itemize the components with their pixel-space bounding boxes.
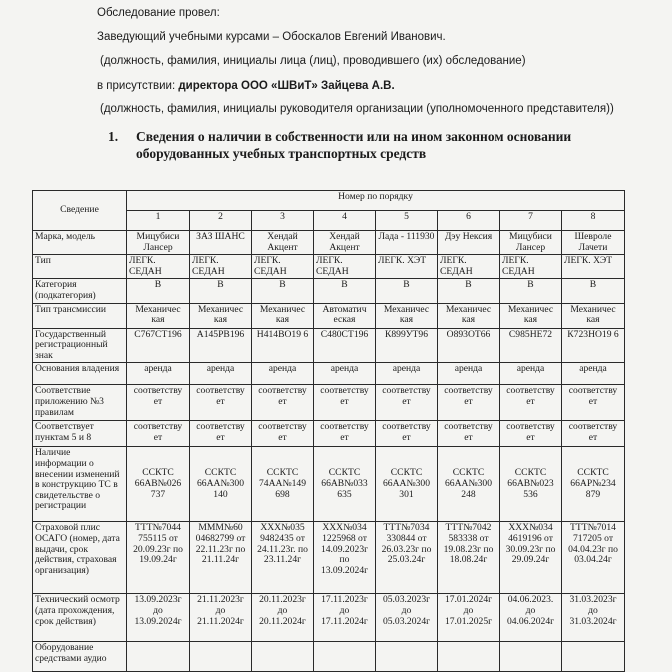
table-cell: 31.03.2023г до 31.03.2024г — [562, 594, 625, 642]
table-cell — [438, 642, 500, 672]
table-cell: аренда — [190, 363, 252, 385]
header-line-3: (должность, фамилия, инициалы лица (лиц), проводившего (их) обследование) — [100, 55, 526, 67]
header-line-4 — [97, 80, 395, 92]
table-cell: ЛЕГК. СЕДАН — [252, 255, 314, 279]
row-label: Основания владения — [33, 363, 127, 385]
table-row-audio — [33, 642, 625, 672]
table-cell: С985НЕ72 — [500, 328, 562, 363]
table-cell — [562, 642, 625, 672]
table-cell: соответству ет — [252, 385, 314, 421]
table-cell: аренда — [562, 363, 625, 385]
table-row-ownership — [33, 363, 625, 385]
table-cell: ССКТС 66АА№300 140 — [190, 447, 252, 522]
table-row-make-model — [33, 231, 625, 255]
section-title-line-1: Сведения о наличии в собственности или на ином законном основании — [136, 129, 572, 144]
row-label: Марка, модель — [33, 231, 127, 255]
table-cell: О893ОТ66 — [438, 328, 500, 363]
table-row-category — [33, 279, 625, 303]
table-cell: соответству ет — [438, 421, 500, 447]
table-cell: ХХХ№035 9482435 от 24.11.23г. по 23.11.24г — [252, 522, 314, 594]
table-cell: ЛЕГК. СЕДАН — [190, 255, 252, 279]
table-cell: В — [190, 279, 252, 303]
table-cell: А145РВ196 — [190, 328, 252, 363]
table-cell: соответству ет — [562, 385, 625, 421]
table-cell: Механичес кая — [190, 303, 252, 328]
table-cell: Шевроле Лачети — [562, 231, 625, 255]
table-cell: ССКТС 66АВ№033 635 — [314, 447, 376, 522]
table-cell: соответству ет — [127, 385, 190, 421]
table-cell: ТТТ№7042 583338 от 19.08.23г по 18.08.24г — [438, 522, 500, 594]
row-label: Соответствие приложению №3 правилам — [33, 385, 127, 421]
table-cell: аренда — [376, 363, 438, 385]
table-cell: соответству ет — [314, 421, 376, 447]
header-line-2: Заведующий учебными курсами – Обоскалов Евгений Иванович. — [97, 31, 446, 43]
table-cell: соответству ет — [252, 421, 314, 447]
table-cell: В — [438, 279, 500, 303]
table-row-modifications — [33, 447, 625, 522]
presence-person: директора ООО «ШВиТ» Зайцева А.В. — [178, 80, 395, 92]
table-cell — [127, 642, 190, 672]
table-cell: Хендай Акцент — [314, 231, 376, 255]
table-row-plate — [33, 328, 625, 363]
table-cell: С480СТ196 — [314, 328, 376, 363]
row-label: Государственный регистрационный знак — [33, 328, 127, 363]
table-cell: аренда — [252, 363, 314, 385]
table-cell: Н414ВО19 6 — [252, 328, 314, 363]
row-label: Наличие информации о внесении изменений в конструкцию ТС в свидетельстве о регистрации — [33, 447, 127, 522]
table-cell: аренда — [314, 363, 376, 385]
table-cell: 21.11.2023г до 21.11.2024г — [190, 594, 252, 642]
table-cell — [500, 642, 562, 672]
table-cell: 13.09.2023г до 13.09.2024г — [127, 594, 190, 642]
table-cell: соответству ет — [190, 385, 252, 421]
table-cell: ЗАЗ ШАНС — [190, 231, 252, 255]
table-cell: Механичес кая — [438, 303, 500, 328]
table-cell: 17.01.2024г до 17.01.2025г — [438, 594, 500, 642]
table-cell: Автоматич еская — [314, 303, 376, 328]
table-cell: С767СТ196 — [127, 328, 190, 363]
table-row-insurance — [33, 522, 625, 594]
table-cell: ССКТС 66АА№300 301 — [376, 447, 438, 522]
table-cell: ТТТ№7014 717205 от 04.04.23г по 03.04.24г — [562, 522, 625, 594]
table-cell: Механичес кая — [562, 303, 625, 328]
table-cell: К723НО19 6 — [562, 328, 625, 363]
section-title-line-2: оборудованных учебных транспортных средств — [136, 146, 427, 161]
table-cell: соответству ет — [500, 385, 562, 421]
table-cell: ЛЕГК. СЕДАН — [314, 255, 376, 279]
table-cell: Лада - 111930 — [376, 231, 438, 255]
table-cell: ССКТС 66АВ№023 536 — [500, 447, 562, 522]
table-cell: В — [562, 279, 625, 303]
table-cell — [190, 642, 252, 672]
header-line-1: Обследование провел: — [97, 7, 220, 19]
table-cell: Мицубиси Лансер — [127, 231, 190, 255]
table-cell: ТТТ№7044 755115 от 20.09.23г по 19.09.24г — [127, 522, 190, 594]
vehicle-number: 1 — [127, 211, 190, 231]
table-cell: 17.11.2023г до 17.11.2024г — [314, 594, 376, 642]
table-row-clauses — [33, 421, 625, 447]
table-cell — [314, 642, 376, 672]
table-cell: В — [500, 279, 562, 303]
row-label: Тип трансмиссии — [33, 303, 127, 328]
table-cell: Механичес кая — [252, 303, 314, 328]
table-cell: ЛЕГК. СЕДАН — [500, 255, 562, 279]
table-cell: ССКТС 66АА№300 248 — [438, 447, 500, 522]
table-cell: Мицубиси Лансер — [500, 231, 562, 255]
table-cell: соответству ет — [438, 385, 500, 421]
table-cell: Механичес кая — [127, 303, 190, 328]
row-label: Технический осмотр (дата прохождения, срок действия) — [33, 594, 127, 642]
vehicle-number: 6 — [438, 211, 500, 231]
vehicle-number: 2 — [190, 211, 252, 231]
table-cell: 20.11.2023г до 20.11.2024г — [252, 594, 314, 642]
table-cell: ЛЕГК. ХЭТ — [376, 255, 438, 279]
table-cell — [376, 642, 438, 672]
row-label: Страховой плис ОСАГО (номер, дата выдачи, срок действия, страховая организация) — [33, 522, 127, 594]
column-header-attribute: Сведение — [33, 191, 127, 231]
table-cell: ХХХ№034 4619196 от 30.09.23г по 29.09.24г — [500, 522, 562, 594]
table-cell: соответству ет — [127, 421, 190, 447]
table-cell: 04.06.2023. до 04.06.2024г — [500, 594, 562, 642]
table-cell: соответству ет — [500, 421, 562, 447]
table-row-inspection — [33, 594, 625, 642]
table-cell: аренда — [127, 363, 190, 385]
table-row-type — [33, 255, 625, 279]
column-header-order: Номер по порядку — [127, 191, 625, 211]
table-cell: соответству ет — [562, 421, 625, 447]
section-number: 1. — [108, 129, 119, 144]
row-label: Соответствует пунктам 5 и 8 — [33, 421, 127, 447]
vehicle-number: 3 — [252, 211, 314, 231]
table-cell: аренда — [500, 363, 562, 385]
table-cell: Механичес кая — [376, 303, 438, 328]
table-cell: аренда — [438, 363, 500, 385]
vehicles-table — [32, 190, 625, 672]
vehicle-number: 4 — [314, 211, 376, 231]
header-line-5: (должность, фамилия, инициалы руководителя организации (уполномоченного представителя)) — [100, 103, 614, 115]
table-cell: ССКТС 74АА№149 698 — [252, 447, 314, 522]
table-cell: ЛЕГК. СЕДАН — [438, 255, 500, 279]
presence-prefix: в присутствии: — [97, 80, 179, 92]
table-cell: соответству ет — [314, 385, 376, 421]
table-cell: 05.03.2023г до 05.03.2024г — [376, 594, 438, 642]
table-cell: ТТТ№7034 330844 от 26.03.23г по 25.03.24г — [376, 522, 438, 594]
table-cell: В — [127, 279, 190, 303]
table-cell: соответству ет — [190, 421, 252, 447]
table-cell — [252, 642, 314, 672]
table-cell: соответству ет — [376, 421, 438, 447]
table-cell: В — [252, 279, 314, 303]
row-label: Категория (подкатегория) — [33, 279, 127, 303]
vehicle-number: 5 — [376, 211, 438, 231]
table-cell: ССКТС 66АВ№026 737 — [127, 447, 190, 522]
table-cell: Механичес кая — [500, 303, 562, 328]
table-cell: ССКТС 66АР№234 879 — [562, 447, 625, 522]
table-cell: В — [376, 279, 438, 303]
table-cell: К899УТ96 — [376, 328, 438, 363]
table-cell: Дэу Нексия — [438, 231, 500, 255]
row-label: Тип — [33, 255, 127, 279]
row-label: Оборудование средствами аудио — [33, 642, 127, 672]
table-cell: ЛЕГК. ХЭТ — [562, 255, 625, 279]
table-cell: ЛЕГК. СЕДАН — [127, 255, 190, 279]
table-cell: ХХХ№034 1225968 от 14.09.2023г по 13.09.2024г — [314, 522, 376, 594]
table-cell: Хендай Акцент — [252, 231, 314, 255]
vehicle-number: 8 — [562, 211, 625, 231]
table-row-appendix3 — [33, 385, 625, 421]
table-row-transmission — [33, 303, 625, 328]
table-cell: МММ№60 04682799 от 22.11.23г по 21.11.24г — [190, 522, 252, 594]
table-cell: соответству ет — [376, 385, 438, 421]
table-cell: В — [314, 279, 376, 303]
vehicle-number: 7 — [500, 211, 562, 231]
